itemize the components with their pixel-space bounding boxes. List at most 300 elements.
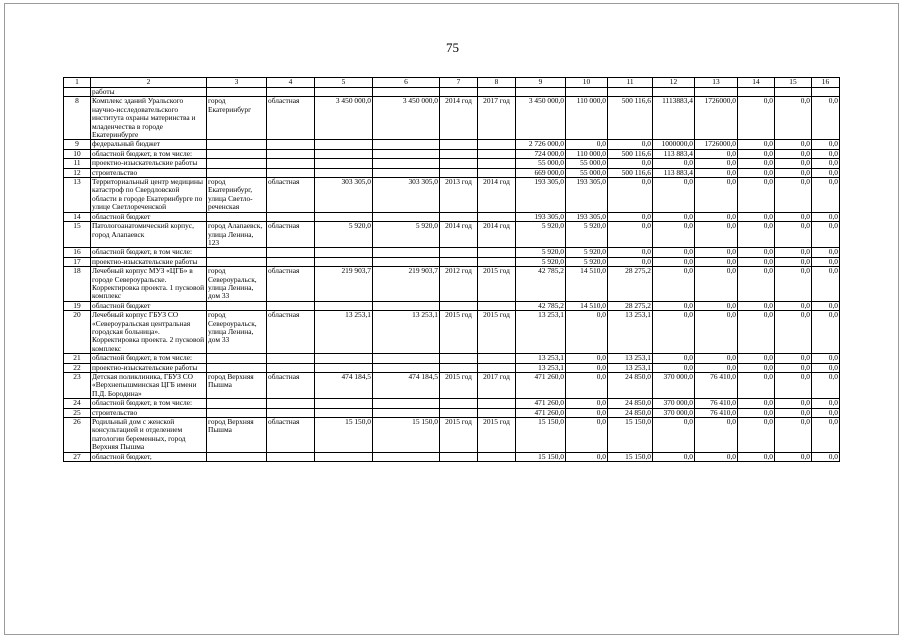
value-cell: 0,0 [695,267,738,302]
description-cell: Родильный дом с женской консультацией и отделением патологии беременных, город Верхняя Пышма [91,418,207,453]
value-cell: 0,0 [653,212,695,221]
value-cell [440,408,478,417]
value-cell [315,354,373,363]
value-cell: 0,0 [653,363,695,372]
column-number-header: 1 [64,78,91,88]
value-cell: 303 305,0 [373,178,440,213]
value-cell [478,159,516,168]
value-cell: 2012 год [440,267,478,302]
row-number-cell: 9 [64,140,91,149]
value-cell: 2015 год [478,311,516,354]
value-cell: 500 116,6 [608,97,653,140]
value-cell [608,88,653,97]
value-cell: 13 253,1 [516,311,566,354]
value-cell [315,301,373,310]
row-number-cell: 12 [64,168,91,177]
value-cell: 500 116,6 [608,168,653,177]
location-cell [207,354,267,363]
location-cell: город Екатеринбург, улица Светло-реченская [207,178,267,213]
value-cell [373,363,440,372]
value-cell: 0,0 [695,363,738,372]
value-cell: областная [267,267,315,302]
value-cell: 14 510,0 [566,267,608,302]
value-cell: 474 184,5 [373,373,440,399]
value-cell: 15 150,0 [373,418,440,453]
value-cell: 24 850,0 [608,373,653,399]
value-cell: 110 000,0 [566,97,608,140]
value-cell [440,452,478,461]
value-cell: 0,0 [653,178,695,213]
value-cell: областная [267,373,315,399]
value-cell: 0,0 [738,97,775,140]
value-cell: 0,0 [738,301,775,310]
value-cell: 0,0 [812,452,840,461]
value-cell: 2017 год [478,97,516,140]
value-cell: 2 726 000,0 [516,140,566,149]
table-header-row [64,78,840,88]
value-cell: 0,0 [608,212,653,221]
value-cell: областная [267,178,315,213]
row-number-cell: 11 [64,159,91,168]
table-row [64,222,840,248]
table-row [64,418,840,453]
value-cell: 0,0 [695,149,738,158]
value-cell: 5 920,0 [315,222,373,248]
value-cell: 0,0 [775,399,812,408]
value-cell [440,168,478,177]
value-cell: 0,0 [812,373,840,399]
value-cell [373,168,440,177]
value-cell: 76 410,0 [695,408,738,417]
row-number-cell [64,88,91,97]
value-cell [373,88,440,97]
value-cell: 5 920,0 [516,257,566,266]
value-cell [315,257,373,266]
value-cell [516,88,566,97]
value-cell: 0,0 [738,149,775,158]
description-cell: Детская поликлиника, ГБУЗ СО «Верхнепышминская ЦГБ имени П.Д. Бородина» [91,373,207,399]
value-cell: 13 253,1 [608,311,653,354]
table-row [64,248,840,257]
value-cell [373,140,440,149]
value-cell [440,212,478,221]
value-cell: 42 785,2 [516,267,566,302]
value-cell: 0,0 [775,418,812,453]
value-cell: 13 253,1 [608,354,653,363]
column-number-header: 4 [267,78,315,88]
value-cell: 5 920,0 [566,248,608,257]
description-cell: Лечебный корпус ГБУЗ СО «Североуральская центральная городская больница». Корректировка проекта. 2 пусковой комплекс [91,311,207,354]
value-cell: 0,0 [775,257,812,266]
value-cell: 0,0 [653,222,695,248]
description-cell: Лечебный корпус МУЗ «ЦГБ» в городе Североуральске. Корректировка проекта. 1 пусковой комплекс [91,267,207,302]
value-cell: 370 000,0 [653,399,695,408]
table-row [64,311,840,354]
value-cell [440,301,478,310]
value-cell: 0,0 [738,248,775,257]
value-cell: 0,0 [738,373,775,399]
value-cell [478,149,516,158]
value-cell: 0,0 [775,149,812,158]
location-cell [207,363,267,372]
value-cell: 0,0 [695,257,738,266]
value-cell [478,212,516,221]
column-number-header: 16 [812,78,840,88]
value-cell: 0,0 [695,452,738,461]
location-cell [207,452,267,461]
value-cell: 0,0 [738,267,775,302]
value-cell: 0,0 [738,408,775,417]
value-cell [373,408,440,417]
location-cell [207,399,267,408]
value-cell: 370 000,0 [653,408,695,417]
value-cell [267,149,315,158]
value-cell [267,363,315,372]
value-cell: 13 253,1 [516,363,566,372]
value-cell: 0,0 [653,267,695,302]
value-cell: 0,0 [775,159,812,168]
value-cell [478,248,516,257]
value-cell [373,399,440,408]
table-row [64,354,840,363]
value-cell: 2013 год [440,178,478,213]
location-cell [207,140,267,149]
row-number-cell: 21 [64,354,91,363]
description-cell: областной бюджет, [91,452,207,461]
value-cell: 0,0 [653,248,695,257]
value-cell: 0,0 [812,363,840,372]
value-cell: 0,0 [812,168,840,177]
value-cell [440,354,478,363]
value-cell: 0,0 [775,222,812,248]
value-cell: 2014 год [440,97,478,140]
value-cell [267,212,315,221]
value-cell: 0,0 [566,408,608,417]
value-cell: 0,0 [738,178,775,213]
value-cell [478,301,516,310]
table-row [64,257,840,266]
column-number-header: 3 [207,78,267,88]
value-cell [478,452,516,461]
value-cell: 0,0 [695,418,738,453]
value-cell [653,88,695,97]
value-cell: 0,0 [775,408,812,417]
value-cell: 0,0 [812,408,840,417]
row-number-cell: 24 [64,399,91,408]
value-cell: 0,0 [812,178,840,213]
value-cell: 471 260,0 [516,399,566,408]
location-cell: город Североуральск, улица Ленина, дом 33 [207,267,267,302]
value-cell: 0,0 [608,178,653,213]
value-cell: 0,0 [566,140,608,149]
value-cell [267,301,315,310]
value-cell: 5 920,0 [566,222,608,248]
value-cell: 0,0 [653,354,695,363]
description-cell: строительство [91,168,207,177]
value-cell: 113 883,4 [653,168,695,177]
value-cell: 0,0 [775,212,812,221]
value-cell [315,408,373,417]
value-cell [315,452,373,461]
value-cell [373,248,440,257]
value-cell: 3 450 000,0 [315,97,373,140]
table-row [64,267,840,302]
row-number-cell: 19 [64,301,91,310]
value-cell: 0,0 [566,373,608,399]
page-number: 75 [446,40,459,55]
value-cell: 76 410,0 [695,373,738,399]
value-cell [478,408,516,417]
value-cell [566,88,608,97]
value-cell: 1000000,0 [653,140,695,149]
description-cell: областной бюджет [91,212,207,221]
value-cell [315,363,373,372]
value-cell [267,452,315,461]
value-cell: 471 260,0 [516,373,566,399]
column-number-header: 5 [315,78,373,88]
value-cell [478,399,516,408]
value-cell: 0,0 [653,311,695,354]
value-cell [478,354,516,363]
value-cell: 0,0 [608,248,653,257]
value-cell: 55 000,0 [566,159,608,168]
description-cell: проектно-изыскательские работы [91,257,207,266]
value-cell: 0,0 [608,140,653,149]
value-cell [373,354,440,363]
value-cell: 5 920,0 [516,248,566,257]
value-cell [695,88,738,97]
value-cell: 0,0 [738,140,775,149]
row-number-cell: 25 [64,408,91,417]
value-cell [373,149,440,158]
location-cell [207,149,267,158]
value-cell: 0,0 [653,301,695,310]
row-number-cell: 20 [64,311,91,354]
location-cell: город Алапаевск, улица Ленина, 123 [207,222,267,248]
value-cell: 0,0 [812,159,840,168]
value-cell [315,140,373,149]
value-cell: 42 785,2 [516,301,566,310]
row-number-cell: 15 [64,222,91,248]
table-row [64,178,840,213]
value-cell: 0,0 [695,301,738,310]
row-number-cell: 10 [64,149,91,158]
column-number-header: 12 [653,78,695,88]
table-row [64,140,840,149]
value-cell: 0,0 [812,248,840,257]
value-cell: 5 920,0 [566,257,608,266]
description-cell: Патологоанатомический корпус, город Алапаевск [91,222,207,248]
value-cell [267,159,315,168]
value-cell [267,248,315,257]
value-cell: 13 253,1 [315,311,373,354]
value-cell: 0,0 [812,354,840,363]
value-cell: 0,0 [608,257,653,266]
budget-table [63,77,840,462]
value-cell: 0,0 [812,97,840,140]
value-cell: 0,0 [775,248,812,257]
description-cell: областной бюджет, в том числе: [91,248,207,257]
value-cell: 2015 год [478,418,516,453]
value-cell: 0,0 [608,159,653,168]
value-cell: 13 253,1 [373,311,440,354]
value-cell: 0,0 [812,267,840,302]
value-cell: 0,0 [738,257,775,266]
table-row [64,452,840,461]
value-cell: 0,0 [695,159,738,168]
value-cell [373,452,440,461]
value-cell: 0,0 [775,301,812,310]
value-cell: 0,0 [775,168,812,177]
value-cell [812,88,840,97]
value-cell: 0,0 [775,452,812,461]
location-cell [207,301,267,310]
value-cell: 5 920,0 [516,222,566,248]
value-cell [440,399,478,408]
value-cell [440,149,478,158]
value-cell [315,399,373,408]
value-cell: 193 305,0 [566,212,608,221]
value-cell: 0,0 [812,399,840,408]
value-cell [373,301,440,310]
value-cell: областная [267,222,315,248]
table-row [64,88,840,97]
description-cell: Территориальный центр медицины катастроф по Свердловской области в городе Екатеринбурге по улице Светлореченской [91,178,207,213]
value-cell: 110 000,0 [566,149,608,158]
value-cell [440,140,478,149]
value-cell: 0,0 [653,452,695,461]
value-cell [315,88,373,97]
value-cell: 0,0 [812,149,840,158]
value-cell: 2014 год [440,222,478,248]
value-cell: 0,0 [566,311,608,354]
value-cell: 0,0 [812,257,840,266]
column-number-header: 14 [738,78,775,88]
value-cell: 193 305,0 [516,178,566,213]
value-cell: 193 305,0 [566,178,608,213]
value-cell: 15 150,0 [516,418,566,453]
description-cell: федеральный бюджет [91,140,207,149]
row-number-cell: 14 [64,212,91,221]
value-cell: 0,0 [566,354,608,363]
description-cell: строительство [91,408,207,417]
value-cell: 5 920,0 [373,222,440,248]
value-cell: 15 150,0 [315,418,373,453]
value-cell: 2014 год [478,222,516,248]
value-cell [478,168,516,177]
description-cell: работы [91,88,207,97]
value-cell [478,140,516,149]
row-number-cell: 27 [64,452,91,461]
value-cell [373,212,440,221]
value-cell: 13 253,1 [608,363,653,372]
value-cell: 0,0 [775,354,812,363]
value-cell: 303 305,0 [315,178,373,213]
value-cell: 2017 год [478,373,516,399]
value-cell: 0,0 [812,301,840,310]
column-number-header: 11 [608,78,653,88]
value-cell: 0,0 [775,140,812,149]
value-cell: 0,0 [738,418,775,453]
value-cell: 0,0 [695,311,738,354]
location-cell: город Верхняя Пышма [207,418,267,453]
value-cell: 0,0 [653,159,695,168]
value-cell: 370 000,0 [653,373,695,399]
value-cell: 0,0 [775,178,812,213]
value-cell: 76 410,0 [695,399,738,408]
description-cell: областной бюджет, в том числе: [91,354,207,363]
value-cell: 0,0 [775,373,812,399]
value-cell [478,363,516,372]
row-number-cell: 22 [64,363,91,372]
location-cell: город Верхняя Пышма [207,373,267,399]
value-cell: 1113883,4 [653,97,695,140]
value-cell: 0,0 [775,267,812,302]
value-cell: 0,0 [695,222,738,248]
value-cell [267,168,315,177]
value-cell [315,159,373,168]
value-cell: 0,0 [738,363,775,372]
value-cell: 0,0 [695,248,738,257]
value-cell: 0,0 [775,97,812,140]
location-cell [207,257,267,266]
value-cell: 0,0 [738,311,775,354]
location-cell: город Североуральск, улица Ленина, дом 33 [207,311,267,354]
value-cell: 0,0 [738,452,775,461]
value-cell: 24 850,0 [608,399,653,408]
column-number-header: 13 [695,78,738,88]
value-cell: 24 850,0 [608,408,653,417]
value-cell: 15 150,0 [608,452,653,461]
value-cell: 13 253,1 [516,354,566,363]
table-row [64,212,840,221]
table-row [64,149,840,158]
table-row [64,97,840,140]
value-cell: 0,0 [738,354,775,363]
location-cell [207,212,267,221]
value-cell: 0,0 [738,222,775,248]
column-number-header: 15 [775,78,812,88]
value-cell: 193 305,0 [516,212,566,221]
value-cell: 0,0 [608,222,653,248]
row-number-cell: 26 [64,418,91,453]
value-cell: 1726000,0 [695,97,738,140]
value-cell: 1726000,0 [695,140,738,149]
value-cell [267,399,315,408]
location-cell [207,159,267,168]
value-cell: 3 450 000,0 [373,97,440,140]
table-row [64,408,840,417]
value-cell: 0,0 [695,354,738,363]
value-cell [267,354,315,363]
value-cell: 0,0 [738,168,775,177]
value-cell [440,159,478,168]
column-number-header: 7 [440,78,478,88]
description-cell: проектно-изыскательские работы [91,159,207,168]
value-cell: областная [267,97,315,140]
value-cell: 0,0 [812,311,840,354]
value-cell [267,408,315,417]
table-row [64,301,840,310]
value-cell: 0,0 [738,399,775,408]
value-cell: 15 150,0 [516,452,566,461]
value-cell: 0,0 [775,363,812,372]
description-cell: Комплекс зданий Уральского научно-исследовательского института охраны материнства и младенчества в городе Екатеринбурге [91,97,207,140]
value-cell: 0,0 [566,399,608,408]
value-cell: 0,0 [653,418,695,453]
value-cell: областная [267,311,315,354]
description-cell: областной бюджет, в том числе: [91,149,207,158]
